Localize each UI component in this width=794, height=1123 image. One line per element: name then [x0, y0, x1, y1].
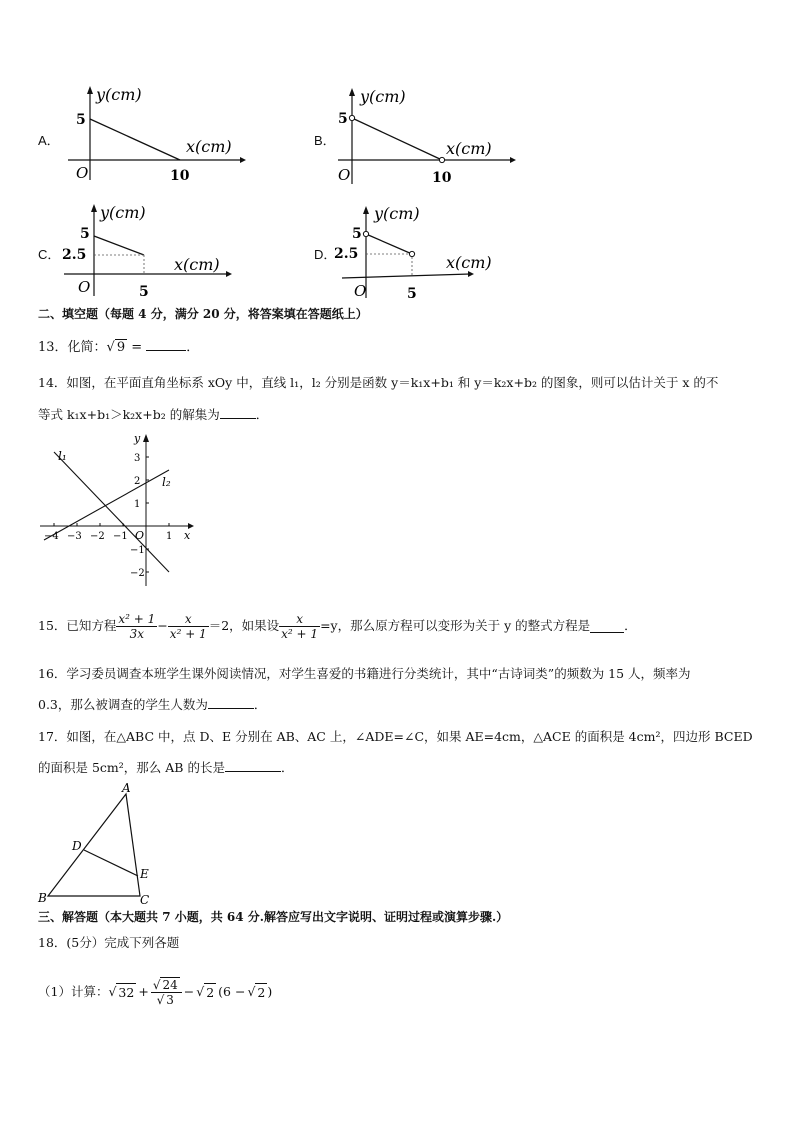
- line-l1: [54, 452, 169, 572]
- x-tick-label: 5: [407, 286, 417, 302]
- option-d-label: D．: [314, 247, 337, 262]
- option-c-label: C．: [38, 247, 61, 262]
- x-axis-label: x(cm): [186, 137, 232, 156]
- q13-answer-blank: [146, 338, 186, 351]
- open-endpoint: [349, 115, 354, 120]
- q13-radicand: 9: [116, 340, 126, 355]
- x-axis-arrow: [240, 157, 246, 163]
- y-axis-label: y(cm): [360, 87, 406, 106]
- q15-fraction-2: $\frac{x}{\text{x² + 1}}$: [169, 611, 207, 641]
- line-l2: [44, 470, 169, 540]
- y-label: y: [134, 432, 141, 445]
- x-tick-label: −2: [90, 531, 105, 542]
- q15-fraction-3: $\frac{x}{\text{x² + 1}}$: [281, 611, 319, 641]
- q13-suffix: ．: [186, 340, 200, 355]
- origin-label: O: [76, 164, 89, 182]
- x-tick-label: −1: [113, 531, 128, 542]
- question-16-line2: 0.3，那么被调查的学生人数为 ．: [38, 697, 267, 712]
- y-tick-label-2: 2.5: [62, 247, 87, 263]
- x-tick-label: 1: [166, 531, 173, 542]
- x-axis-label: x(cm): [446, 139, 492, 158]
- l1-label: l₁: [58, 449, 67, 463]
- open-endpoint: [363, 231, 368, 236]
- y-tick-label: −2: [130, 568, 145, 579]
- x-tick-label: −3: [67, 531, 82, 542]
- y-tick-label: 5: [352, 226, 362, 242]
- q15-fraction-1: $\frac{\text{x² + 1}}{3x}$: [118, 611, 156, 641]
- x-axis-arrow: [510, 157, 516, 163]
- x-tick-label: 10: [170, 168, 190, 184]
- y-tick-label-2: 2.5: [334, 246, 359, 262]
- x-axis-label: x(cm): [174, 255, 220, 274]
- q15-answer-blank: [590, 620, 624, 633]
- q18-title: 18．(5分）完成下列各题: [38, 935, 180, 950]
- origin-label: O: [354, 282, 367, 300]
- option-d-graph: [334, 202, 524, 306]
- y-tick-label: 1: [134, 499, 141, 510]
- x-tick-label: −4: [44, 531, 59, 542]
- q16-answer-blank: [208, 696, 254, 709]
- q14-line2: 等式 k₁x+b₁＞k₂x+b₂ 的解集为: [38, 407, 220, 422]
- point-e: E: [140, 867, 149, 881]
- vertex-c: C: [140, 893, 150, 906]
- origin-label: O: [338, 166, 351, 184]
- q17-line1: 17．如图，在△ABC 中，点 D、E 分别在 AB、AC 上，∠ADE=∠C，如果 AE=4cm，△ACE 的面积是 4cm²，四边形 BCED: [38, 729, 753, 744]
- q14-coordinate-graph: [36, 428, 206, 592]
- y-tick-label: 5: [80, 226, 90, 242]
- vertex-a: A: [122, 781, 131, 795]
- y-axis-label: y(cm): [100, 203, 146, 222]
- section3-header: [38, 908, 508, 926]
- graph-segment: [352, 118, 442, 160]
- option-a-graph: [60, 80, 250, 190]
- x-axis-label: x(cm): [446, 253, 492, 272]
- q16-line1: 16．学习委员调查本班学生课外阅读情况，对学生喜爱的书籍进行分类统计，其中“古诗词类”的频数为 15 人，频率为: [38, 666, 691, 681]
- y-tick-label: 5: [338, 111, 348, 127]
- y-axis-arrow: [349, 88, 355, 96]
- option-b-graph: [330, 82, 520, 192]
- q13-prefix: 13．化简：: [38, 340, 107, 355]
- open-endpoint: [439, 157, 444, 162]
- point-d: D: [72, 839, 82, 853]
- question-15: 15．已知方程 $\frac{\text{x² + 1}}{3x}$ − $\frac{x}{\text{x² + 1}}$ ＝2，如果设 $\frac{x}{\text{x² + 1}}$ =y，那么原方程可以变形为关于 y 的整式方程是 ．: [38, 611, 637, 641]
- section2-title: 二、填空题（每题 4 分，满分 20 分，将答案填在答题纸上）: [38, 307, 368, 321]
- option-a-label: A．: [38, 133, 60, 148]
- y-axis-arrow: [87, 86, 93, 94]
- y-tick-label: 3: [134, 453, 141, 464]
- origin-label: O: [135, 529, 145, 542]
- vertex-b: B: [38, 891, 47, 905]
- x-tick-label: 5: [139, 284, 149, 300]
- question-14-line2: 等式 k₁x+b₁＞k₂x+b₂ 的解集为 ．: [38, 407, 269, 422]
- y-axis-arrow: [363, 206, 369, 214]
- y-tick-label: −1: [130, 545, 145, 556]
- y-axis-arrow: [91, 204, 97, 212]
- triangle-abc: [48, 794, 140, 896]
- x-axis: [342, 274, 470, 278]
- l2-label: l₂: [162, 475, 171, 489]
- option-b-label: B．: [314, 133, 336, 148]
- option-c-graph: [56, 198, 246, 302]
- y-tick-label: 2: [134, 476, 141, 487]
- section3-title: 三、解答题: [38, 910, 99, 924]
- y-tick-label: 5: [76, 112, 86, 128]
- q18-fraction: $\frac{√ 24}{√ 3}$: [151, 978, 182, 1007]
- y-axis-label: y(cm): [374, 204, 420, 223]
- q14-answer-blank: [220, 406, 256, 419]
- q14-line1: 14．如图，在平面直角坐标系 xOy 中，直线 l₁，l₂ 分别是函数 y＝k₁x+b₁ 和 y＝k₂x+b₂ 的图象，则可以估计关于 x 的不: [38, 375, 719, 390]
- graph-segment: [366, 234, 412, 254]
- question-13: 13．化简：√ 9 = ．: [38, 340, 200, 355]
- section3-detail: （本大题共 7 小题，共 64 分.解答应写出文字说明、证明过程或演算步骤.）: [98, 910, 509, 924]
- sqrt-symbol: √: [106, 340, 115, 355]
- q18-part1: （1）计算： √ 32 + $\frac{√ 24}{√ 3}$ − √ 2 (6 − √ 2 ): [38, 977, 273, 1007]
- graph-segment: [94, 236, 144, 255]
- y-axis-label: y(cm): [96, 85, 142, 104]
- q17-triangle-diagram: [36, 780, 166, 906]
- origin-label: O: [78, 278, 91, 296]
- x-label: x: [184, 529, 191, 542]
- segment-de: [84, 850, 138, 876]
- x-tick-label: 10: [432, 170, 452, 186]
- question-17-line2: 的面积是 5cm²，那么 AB 的长是 ．: [38, 760, 294, 775]
- open-endpoint: [409, 251, 414, 256]
- graph-segment: [90, 119, 180, 160]
- y-axis-arrow: [143, 434, 149, 442]
- q17-answer-blank: [225, 759, 281, 772]
- x-axis-arrow: [226, 271, 232, 277]
